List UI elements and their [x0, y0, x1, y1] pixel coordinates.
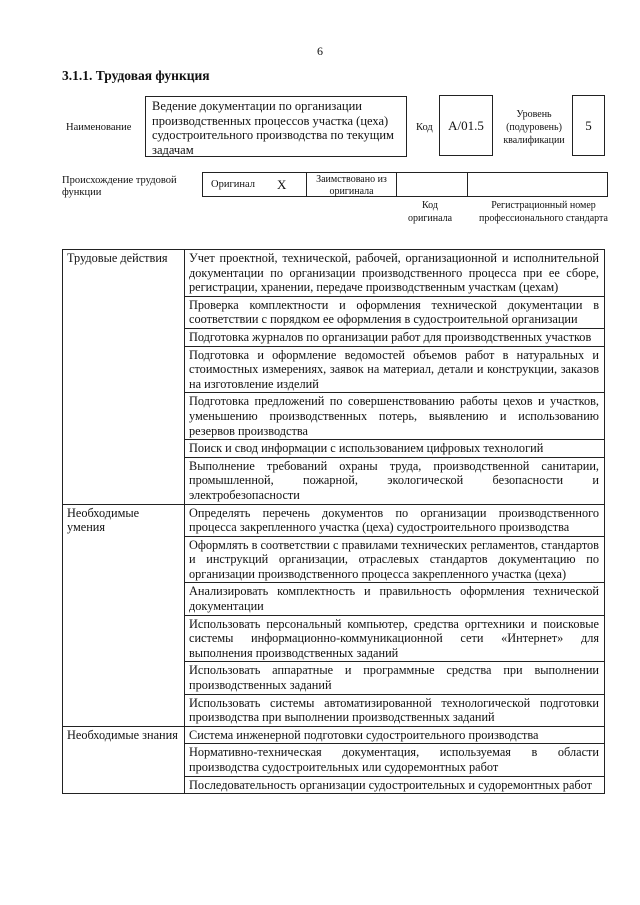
row-item: Подготовка журналов по организации работ для производственных участков — [185, 328, 605, 346]
kod-value-box: A/01.5 — [439, 95, 493, 156]
row-item: Подготовка и оформление ведомостей объемов работ в натуральных и стоимостных измерениях, заявок на материал, детали и конструкции, заказов на изготовление изделий — [185, 346, 605, 393]
row-item: Нормативно-техническая документация, используемая в области производства судостроительных или судоремонтных работ — [185, 744, 605, 776]
row-category: Необходимые знания — [63, 726, 185, 793]
kod-original-label: Код оригинала — [407, 200, 453, 224]
row-item: Использовать системы автоматизированной технологической подготовки производства при выполнении производственных заданий — [185, 694, 605, 726]
origin-label: Происхождение трудовой функции — [62, 175, 177, 198]
name-label: Наименование — [66, 122, 132, 133]
table-row — [63, 726, 605, 744]
row-item: Определять перечень документов по организации производственного процесса закрепленного участка (цеха) судостроительного производства — [185, 504, 605, 536]
row-item: Подготовка предложений по совершенствованию работы цехов и участков, уменьшению производственных потерь, выявлению и использованию резервов производства — [185, 393, 605, 440]
reg-number-cell — [467, 172, 608, 197]
reg-number-label: Регистрационный номер профессионального стандарта — [479, 200, 608, 224]
row-item: Использовать персональный компьютер, средства оргтехники и поисковые системы информационно-коммуникационной сети «Интернет» для выполнения производственных заданий — [185, 615, 605, 662]
row-item: Проверка комплектности и оформления технической документации в соответствии с порядком ее оформления в судостроительной организации — [185, 296, 605, 328]
row-item: Поиск и свод информации с использованием цифровых технологий — [185, 440, 605, 458]
table-row — [63, 250, 605, 297]
row-item: Последовательность организации судостроительных и судоремонтных работ — [185, 776, 605, 794]
section-title: 3.1.1. Трудовая функция — [62, 68, 210, 83]
kod-original-cell — [396, 172, 468, 197]
original-cell — [202, 172, 307, 197]
borrowed-label: Заимствовано из оригинала — [306, 172, 397, 197]
original-label: Оригинал — [211, 179, 255, 190]
qualification-level-box: 5 — [572, 95, 605, 156]
row-category: Необходимые умения — [63, 504, 185, 726]
page-number: 6 — [317, 44, 323, 58]
row-item: Оформлять в соответствии с правилами технических регламентов, стандартов и инструкций организации, отраслевых стандартов документацию по организации производственного процесса закрепленного участка (цеха) — [185, 536, 605, 583]
row-item: Выполнение требований охраны труда, производственной санитарии, промышленной, пожарной, экологической безопасности и электробезопасности — [185, 457, 605, 504]
original-mark: X — [277, 176, 287, 192]
table-row — [63, 504, 605, 536]
row-item: Использовать аппаратные и программные средства при выполнении производственных заданий — [185, 662, 605, 694]
row-item: Анализировать комплектность и правильность оформления технической документации — [185, 583, 605, 615]
row-category: Трудовые действия — [63, 250, 185, 505]
qualification-level-label: Уровень (подуровень) квалификации — [503, 109, 565, 146]
function-name-box: Ведение документации по организации производственных процессов участка (цеха) судостроительного производства по текущим задачам — [145, 96, 407, 157]
kod-label: Код — [416, 122, 433, 133]
labor-function-table — [62, 249, 605, 794]
row-item: Система инженерной подготовки судостроительного производства — [185, 726, 605, 744]
row-item: Учет проектной, технической, рабочей, организационной и исполнительной документации по организации производственного процесса при ее сборе, регистрации, хранении, передаче производственным участкам (цехам) — [185, 250, 605, 297]
